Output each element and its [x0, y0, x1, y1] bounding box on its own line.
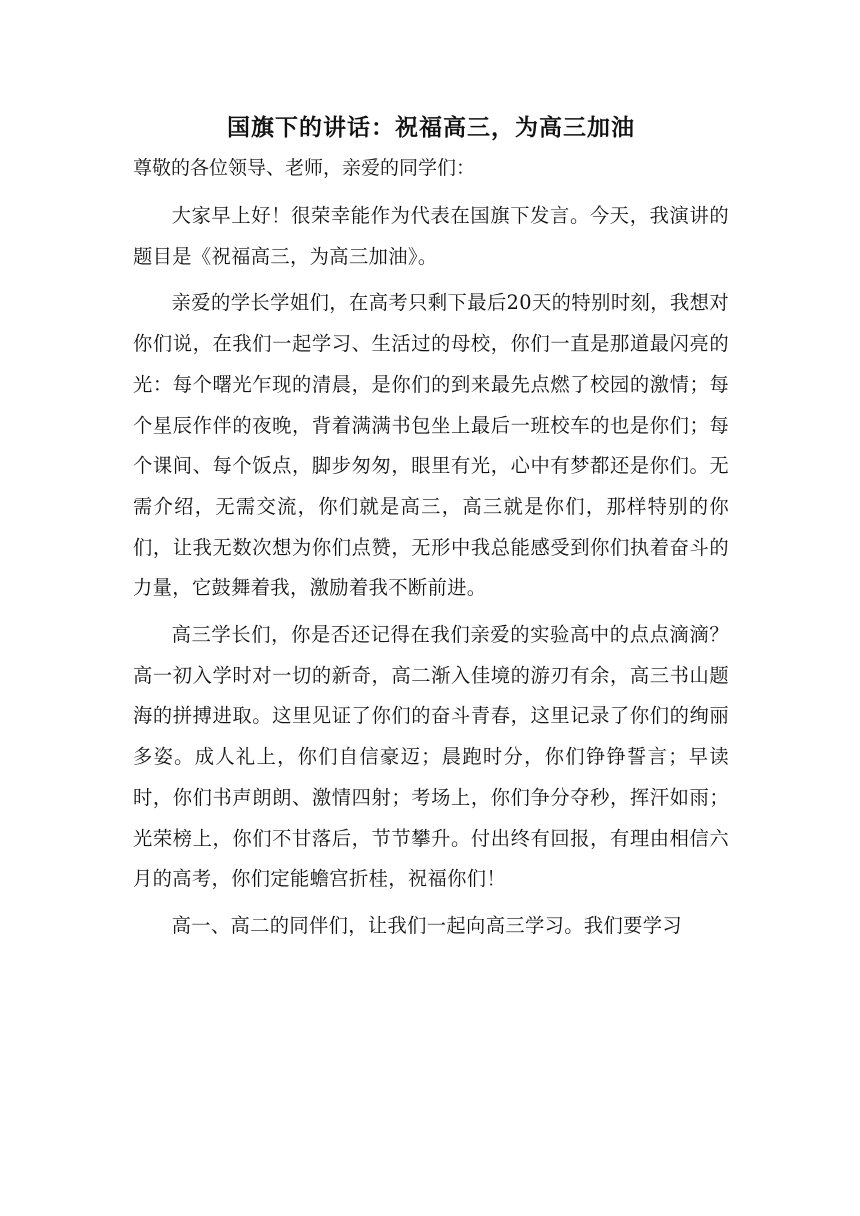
document-page [133, 108, 729, 947]
paragraph-opening: 大家早上好！很荣幸能作为代表在国旗下发言。今天，我演讲的题目是《祝福高三，为高三加油》。 [133, 204, 729, 268]
paragraph-junior-students: 高一、高二的同伴们，让我们一起向高三学习。我们要学习 [171, 913, 683, 937]
document-title: 国旗下的讲话：祝福高三，为高三加油 [227, 114, 635, 141]
greeting-line: 尊敬的各位领导、老师，亲爱的同学们： [133, 157, 476, 179]
paragraph-senior-students: 亲爱的学长学姐们，在高考只剩下最后20天的特别时刻，我想对你们说，在我们一起学习、生活过的母校，你们一直是那道最闪亮的光：每个曙光乍现的清晨，是你们的到来最先点燃了校园的激情；每个星辰作伴的夜晚，背着满满书包坐上最后一班校车的也是你们；每个课间、每个饭点，脚步匆匆，眼里有光，心中有梦都还是你们。无需介绍，无需交流，你们就是高三，高三就是你们，那样特别的你们，让我无数次想为你们点赞，无形中我总能感受到你们执着奋斗的力量，它鼓舞着我，激励着我不断前进。 [133, 291, 729, 600]
paragraph-school-memories: 高三学长们，你是否还记得在我们亲爱的实验高中的点点滴滴？高一初入学时对一切的新奇，高二渐入佳境的游刃有余，高三书山题海的拼搏进取。这里见证了你们的奋斗青春，这里记录了你们的绚丽多姿。成人礼上，你们自信豪迈；晨跑时分，你们铮铮誓言；早读时，你们书声朗朗、激情四射；考场上，你们争分夺秒，挥汗如雨；光荣榜上，你们不甘落后，节节攀升。付出终有回报，有理由相信六月的高考，你们定能蟾宫折桂，祝福你们！ [133, 623, 729, 891]
